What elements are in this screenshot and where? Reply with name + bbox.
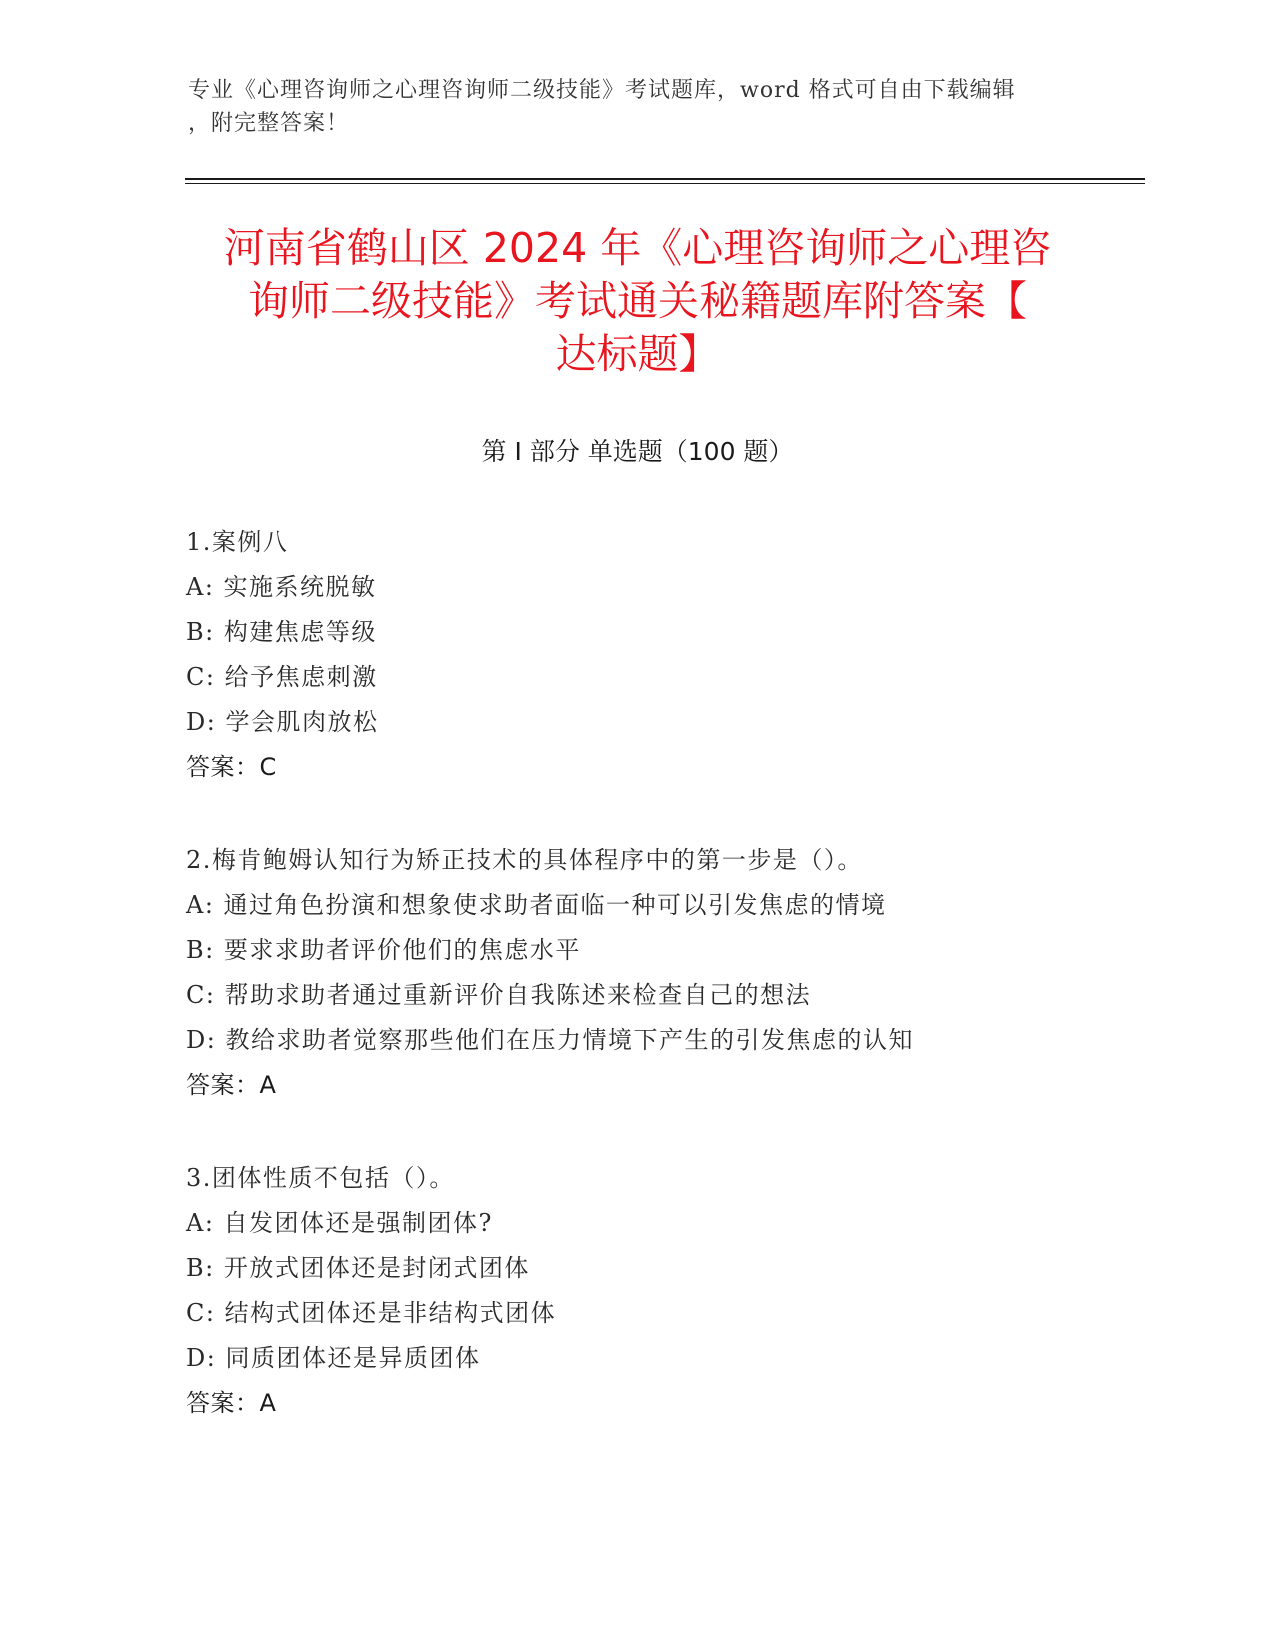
question-item: [186, 1156, 1086, 1426]
option-a: A: 实施系统脱敏: [186, 573, 377, 601]
option-c: C: 帮助求助者通过重新评价自我陈述来检查自己的想法: [186, 981, 812, 1009]
option-d: D: 同质团体还是异质团体: [186, 1344, 481, 1372]
header-divider-thick: [185, 178, 1145, 180]
section-heading: 第 I 部分 单选题（100 题）: [481, 437, 794, 466]
question-stem: 1.案例八: [186, 528, 289, 556]
option-a: A: 自发团体还是强制团体?: [186, 1209, 493, 1237]
option-b: B: 要求求助者评价他们的焦虑水平: [186, 936, 581, 964]
document-title-line-3: 达标题】: [555, 330, 720, 378]
answer-text: 答案：C: [186, 753, 277, 781]
document-title-line-2: 询师二级技能》考试通关秘籍题库附答案【: [248, 277, 1027, 325]
option-b: B: 开放式团体还是封闭式团体: [186, 1254, 530, 1282]
option-a: A: 通过角色扮演和想象使求助者面临一种可以引发焦虑的情境: [186, 891, 887, 919]
answer-text: 答案：A: [186, 1389, 277, 1417]
document-title: [160, 222, 1115, 381]
question-stem: 2.梅肯鲍姆认知行为矫正技术的具体程序中的第一步是（）。: [186, 846, 863, 874]
answer-text: 答案：A: [186, 1071, 277, 1099]
option-d: D: 学会肌肉放松: [186, 708, 379, 736]
question-item: [186, 520, 1086, 790]
option-b: B: 构建焦虑等级: [186, 618, 377, 646]
question-item: [186, 838, 1086, 1108]
document-title-line-1: 河南省鹤山区 2024 年《心理咨询师之心理咨: [223, 224, 1052, 272]
option-c: C: 给予焦虑刺激: [186, 663, 378, 691]
header-note: [188, 74, 1068, 140]
header-divider-thin: [185, 183, 1145, 184]
header-note-line-1: 专业《心理咨询师之心理咨询师二级技能》考试题库，word 格式可自由下载编辑: [188, 78, 1016, 103]
option-c: C: 结构式团体还是非结构式团体: [186, 1299, 557, 1327]
option-d: D: 教给求助者觉察那些他们在压力情境下产生的引发焦虑的认知: [186, 1026, 914, 1054]
question-stem: 3.团体性质不包括（）。: [186, 1164, 455, 1192]
header-note-line-2: ，附完整答案！: [188, 111, 350, 136]
